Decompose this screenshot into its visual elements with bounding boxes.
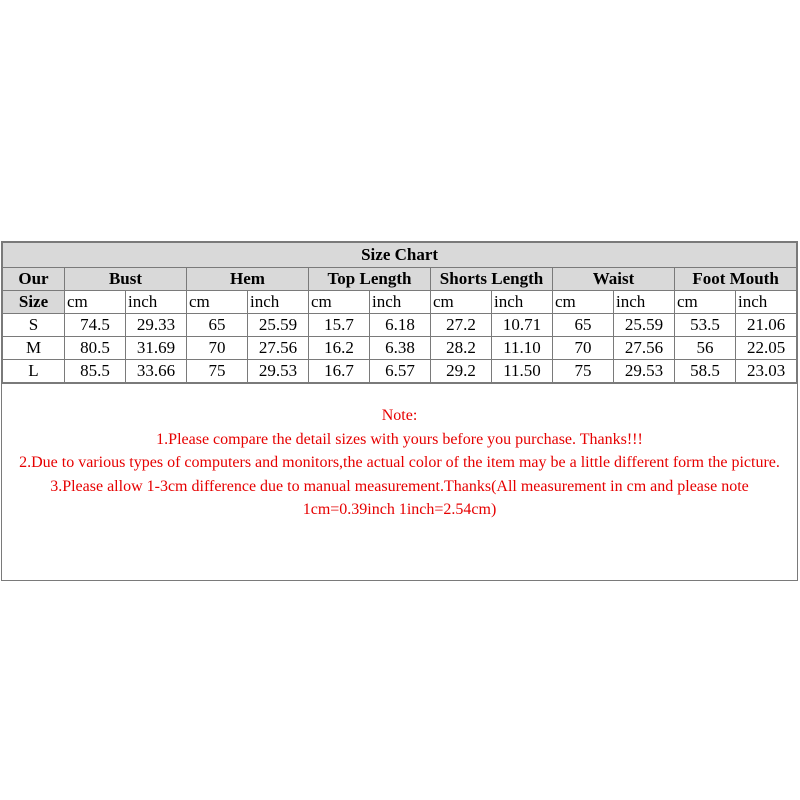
table-cell: 25.59 [248, 314, 309, 337]
table-cell: 74.5 [65, 314, 126, 337]
group-header: Hem [187, 268, 309, 291]
table-cell: 6.38 [370, 337, 431, 360]
table-cell: 28.2 [431, 337, 492, 360]
size-chart [1, 241, 798, 581]
size-label: L [3, 360, 65, 383]
table-cell: 23.03 [736, 360, 797, 383]
notes-heading: Note: [381, 407, 418, 424]
table-cell: 15.7 [309, 314, 370, 337]
table-cell: 27.56 [614, 337, 675, 360]
unit-header: inch [492, 291, 553, 314]
table-cell: 80.5 [65, 337, 126, 360]
table-row [3, 314, 797, 337]
unit-header: cm [65, 291, 126, 314]
group-header: Waist [553, 268, 675, 291]
unit-header: cm [553, 291, 614, 314]
table-cell: 31.69 [126, 337, 187, 360]
table-cell: 70 [553, 337, 614, 360]
table-cell: 21.06 [736, 314, 797, 337]
table-cell: 16.2 [309, 337, 370, 360]
table-cell: 33.66 [126, 360, 187, 383]
unit-header: inch [370, 291, 431, 314]
table-cell: 85.5 [65, 360, 126, 383]
size-header-line2: Size [3, 291, 65, 314]
table-cell: 11.10 [492, 337, 553, 360]
chart-title: Size Chart [3, 243, 797, 268]
table-cell: 29.2 [431, 360, 492, 383]
table-cell: 25.59 [614, 314, 675, 337]
table-cell: 29.33 [126, 314, 187, 337]
group-header: Bust [65, 268, 187, 291]
table-cell: 75 [553, 360, 614, 383]
table-cell: 65 [553, 314, 614, 337]
size-label: M [3, 337, 65, 360]
group-header: Shorts Length [431, 268, 553, 291]
unit-header: cm [431, 291, 492, 314]
table-cell: 75 [187, 360, 248, 383]
table-cell: 70 [187, 337, 248, 360]
table-cell: 10.71 [492, 314, 553, 337]
table-row [3, 337, 797, 360]
table-cell: 6.18 [370, 314, 431, 337]
table-row [3, 360, 797, 383]
table-cell: 58.5 [675, 360, 736, 383]
note-line-3: 3.Please allow 1-3cm difference due to manual measurement.Thanks(All measurement in cm and please note 1cm=0.39inch 1inch=2.54cm) [50, 477, 749, 518]
note-line-2: 2.Due to various types of computers and monitors,the actual color of the item may be a little different form the picture. [19, 454, 780, 471]
unit-header: inch [248, 291, 309, 314]
table-cell: 56 [675, 337, 736, 360]
size-label: S [3, 314, 65, 337]
size-header-line1: Our [3, 268, 65, 291]
unit-header: cm [187, 291, 248, 314]
group-header: Foot Mouth [675, 268, 797, 291]
table-cell: 65 [187, 314, 248, 337]
table-cell: 29.53 [248, 360, 309, 383]
table-cell: 16.7 [309, 360, 370, 383]
unit-header: inch [126, 291, 187, 314]
table-cell: 53.5 [675, 314, 736, 337]
size-table [2, 242, 797, 383]
table-cell: 6.57 [370, 360, 431, 383]
group-header: Top Length [309, 268, 431, 291]
table-cell: 27.56 [248, 337, 309, 360]
table-cell: 22.05 [736, 337, 797, 360]
table-cell: 11.50 [492, 360, 553, 383]
notes-section [2, 383, 797, 580]
unit-header: cm [675, 291, 736, 314]
table-cell: 29.53 [614, 360, 675, 383]
note-line-1: 1.Please compare the detail sizes with yours before you purchase. Thanks!!! [156, 430, 643, 448]
unit-header: cm [309, 291, 370, 314]
unit-header: inch [736, 291, 797, 314]
unit-header: inch [614, 291, 675, 314]
table-cell: 27.2 [431, 314, 492, 337]
